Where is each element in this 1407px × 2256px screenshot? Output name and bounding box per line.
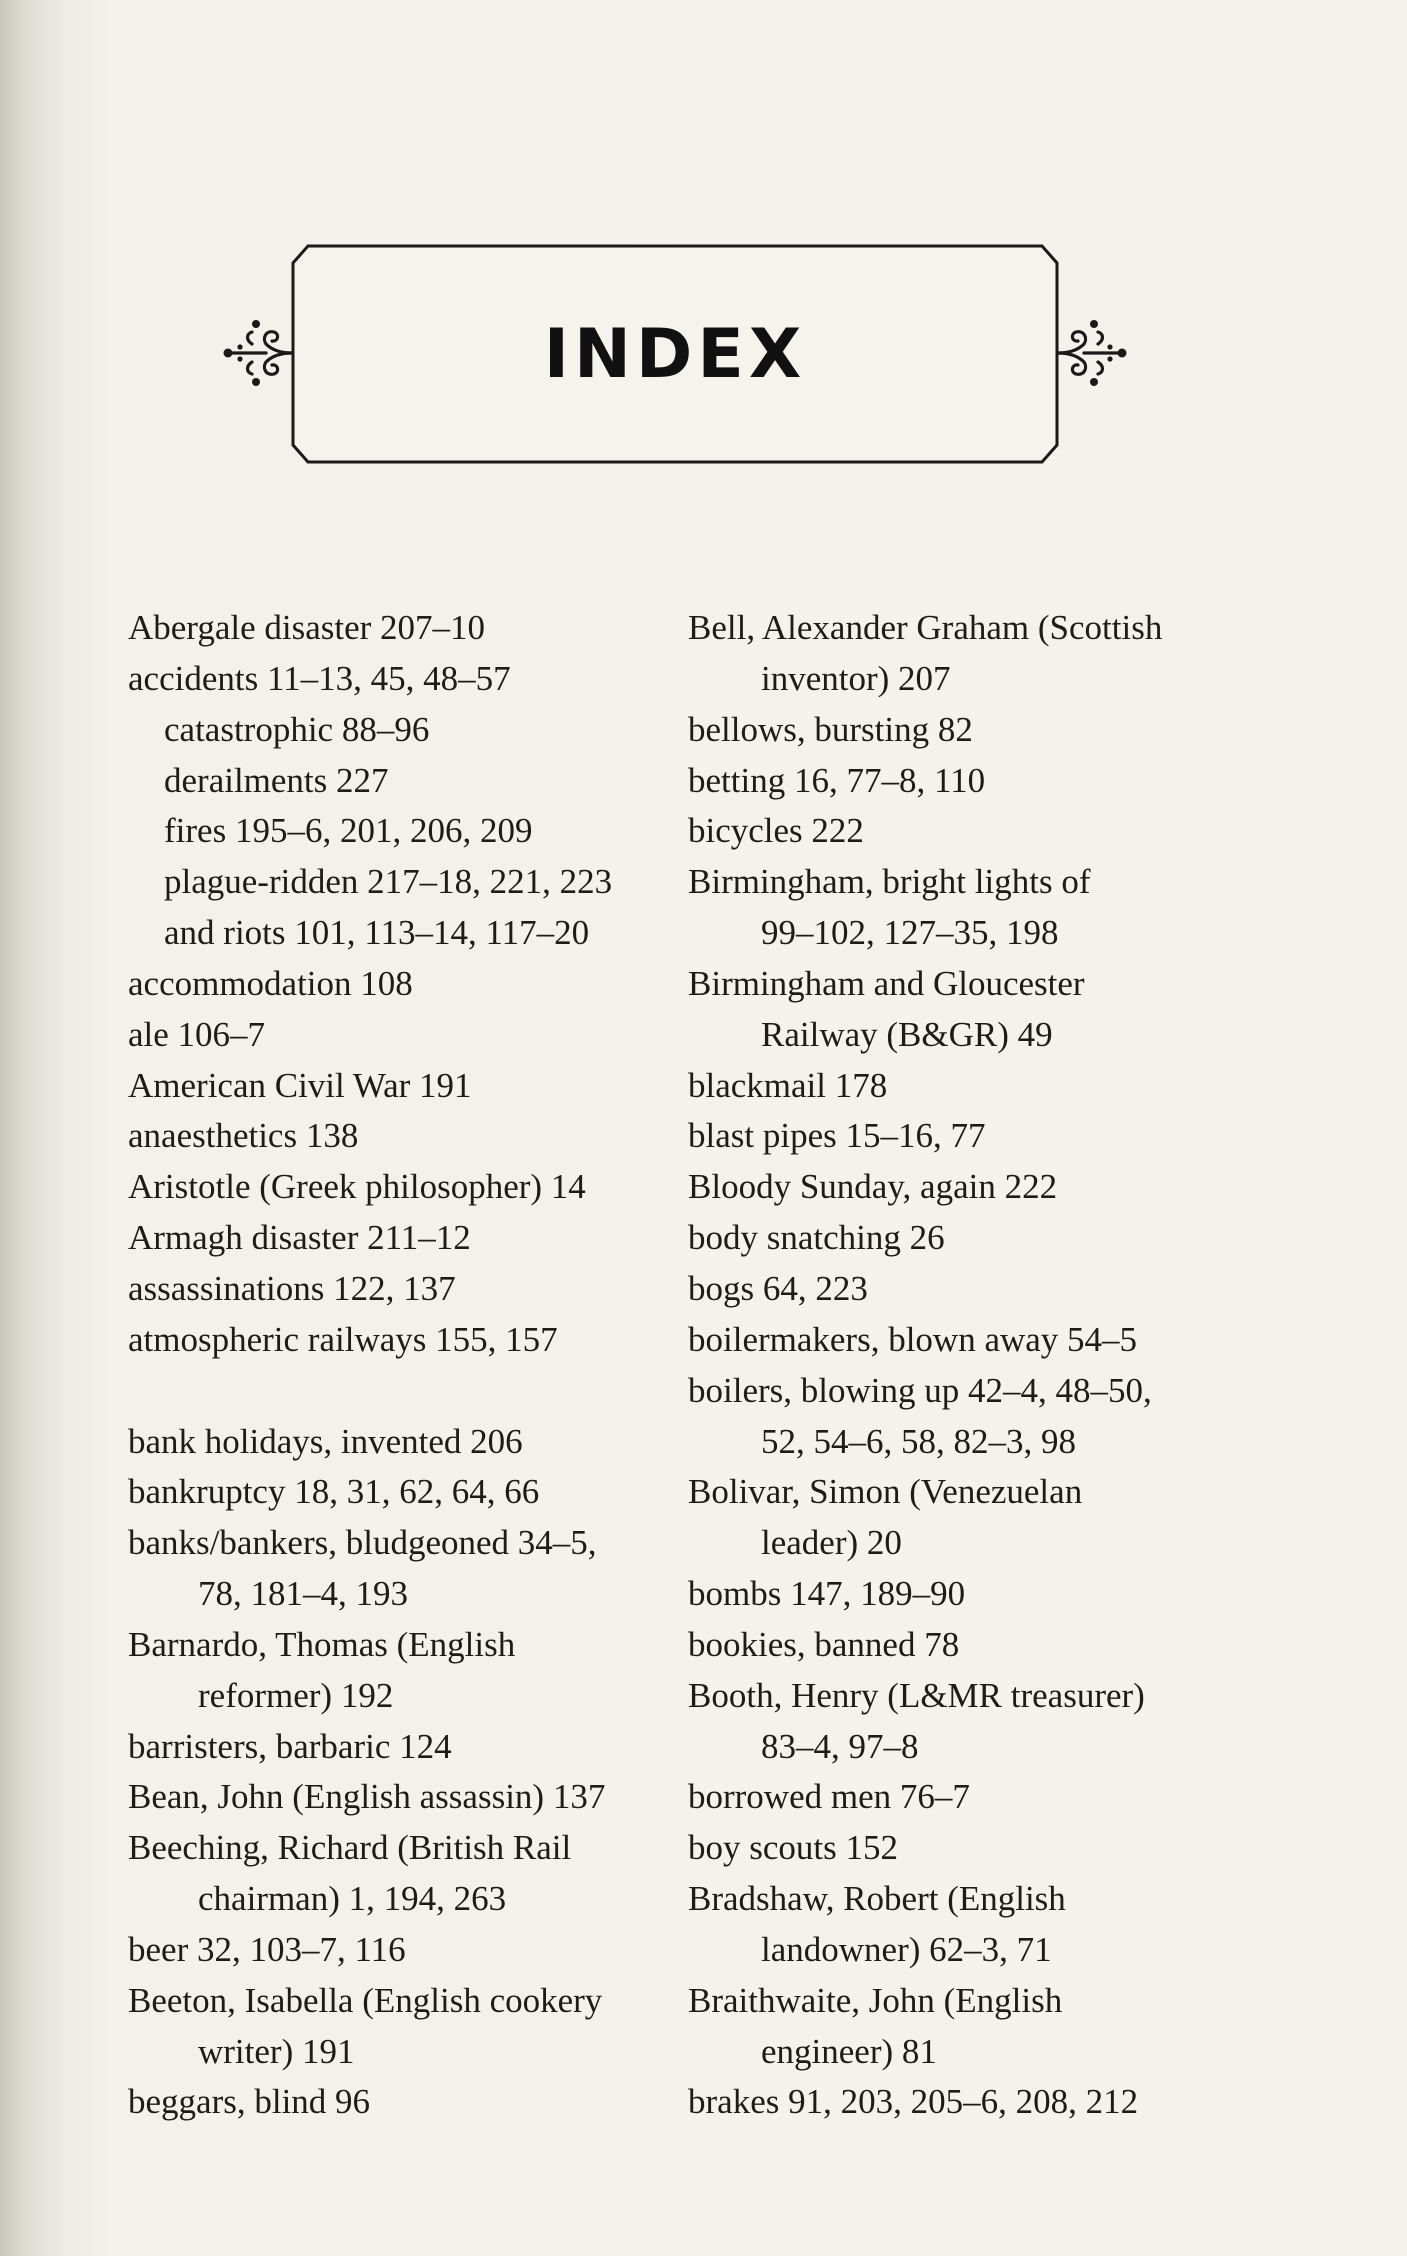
index-entry: brakes 91, 203, 205–6, 208, 212 — [688, 2082, 1139, 2122]
index-entry-continuation: writer) 191 — [198, 2031, 355, 2071]
index-entry: Bean, John (English assassin) 137 — [128, 1777, 606, 1817]
index-entry: Birmingham and Gloucester — [688, 963, 1085, 1003]
flourish-ornament-right — [1056, 310, 1128, 396]
index-entry: Bradshaw, Robert (English — [688, 1879, 1066, 1919]
index-entry-continuation: chairman) 1, 194, 263 — [198, 1879, 507, 1919]
index-subentry: plague-ridden 217–18, 221, 223 — [164, 862, 613, 902]
index-entry-continuation: Railway (B&GR) 49 — [761, 1014, 1053, 1054]
index-entry: blast pipes 15–16, 77 — [688, 1116, 986, 1156]
index-entry: boilermakers, blown away 54–5 — [688, 1319, 1138, 1359]
index-entry-continuation: landowner) 62–3, 71 — [761, 1929, 1052, 1969]
index-entry: borrowed men 76–7 — [688, 1777, 970, 1817]
index-entry: Bloody Sunday, again 222 — [688, 1167, 1058, 1207]
index-entry: accommodation 108 — [128, 963, 413, 1003]
index-entry: bankruptcy 18, 31, 62, 64, 66 — [128, 1472, 540, 1512]
index-entry: Braithwaite, John (English — [688, 1980, 1063, 2020]
index-entry: assassinations 122, 137 — [128, 1268, 456, 1308]
index-subentry: and riots 101, 113–14, 117–20 — [164, 913, 590, 953]
index-entry: Barnardo, Thomas (English — [128, 1624, 516, 1664]
index-entry: beer 32, 103–7, 116 — [128, 1929, 406, 1969]
index-entry: bogs 64, 223 — [688, 1268, 868, 1308]
index-subentry: derailments 227 — [164, 760, 389, 800]
index-entry-continuation: 99–102, 127–35, 198 — [761, 913, 1059, 953]
index-entry-continuation: 52, 54–6, 58, 82–3, 98 — [761, 1421, 1076, 1461]
index-entry: boy scouts 152 — [688, 1828, 898, 1868]
index-entry: anaesthetics 138 — [128, 1116, 359, 1156]
index-entry: Armagh disaster 211–12 — [128, 1218, 471, 1258]
index-entry: bicycles 222 — [688, 811, 864, 851]
index-subentry: catastrophic 88–96 — [164, 709, 430, 749]
index-entry: bombs 147, 189–90 — [688, 1574, 966, 1614]
index-entry-continuation: 78, 181–4, 193 — [198, 1574, 408, 1614]
index-entry: Bolivar, Simon (Venezuelan — [688, 1472, 1083, 1512]
index-entry: Beeton, Isabella (English cookery — [128, 1980, 603, 2020]
index-entry: betting 16, 77–8, 110 — [688, 760, 986, 800]
title-box — [290, 243, 1060, 465]
index-entry: Birmingham, bright lights of — [688, 862, 1091, 902]
index-subentry: fires 195–6, 201, 206, 209 — [164, 811, 533, 851]
index-entry: bank holidays, invented 206 — [128, 1421, 523, 1461]
index-entry: bookies, banned 78 — [688, 1624, 960, 1664]
index-entry: American Civil War 191 — [128, 1065, 472, 1105]
index-entry-continuation: engineer) 81 — [761, 2031, 937, 2071]
flourish-ornament-left — [222, 310, 294, 396]
index-entry: Abergale disaster 207–10 — [128, 608, 486, 647]
index-entry-continuation: 83–4, 97–8 — [761, 1726, 919, 1766]
index-column-right — [688, 603, 1328, 2128]
index-entry: Booth, Henry (L&MR treasurer) — [688, 1675, 1145, 1715]
index-entry: Bell, Alexander Graham (Scottish — [688, 608, 1163, 647]
index-entry: Aristotle (Greek philosopher) 14 — [128, 1167, 586, 1207]
index-entry-continuation: reformer) 192 — [198, 1675, 394, 1715]
index-entry: blackmail 178 — [688, 1065, 888, 1105]
section-gap — [128, 1366, 648, 1417]
index-entry-continuation: leader) 20 — [761, 1523, 902, 1563]
index-entry: body snatching 26 — [688, 1218, 945, 1258]
index-entry: banks/bankers, bludgeoned 34–5, — [128, 1523, 597, 1563]
index-entry: boilers, blowing up 42–4, 48–50, — [688, 1370, 1152, 1410]
page-title: INDEX — [543, 314, 807, 394]
index-entry: accidents 11–13, 45, 48–57 — [128, 658, 511, 698]
index-entry: barristers, barbaric 124 — [128, 1726, 452, 1766]
index-entry: Beeching, Richard (British Rail — [128, 1828, 572, 1868]
index-entry: beggars, blind 96 — [128, 2082, 371, 2122]
index-entry: ale 106–7 — [128, 1014, 266, 1054]
index-entry: atmospheric railways 155, 157 — [128, 1319, 558, 1359]
index-entry-continuation: inventor) 207 — [761, 658, 951, 698]
index-entry: bellows, bursting 82 — [688, 709, 973, 749]
index-column-left — [128, 603, 648, 2128]
